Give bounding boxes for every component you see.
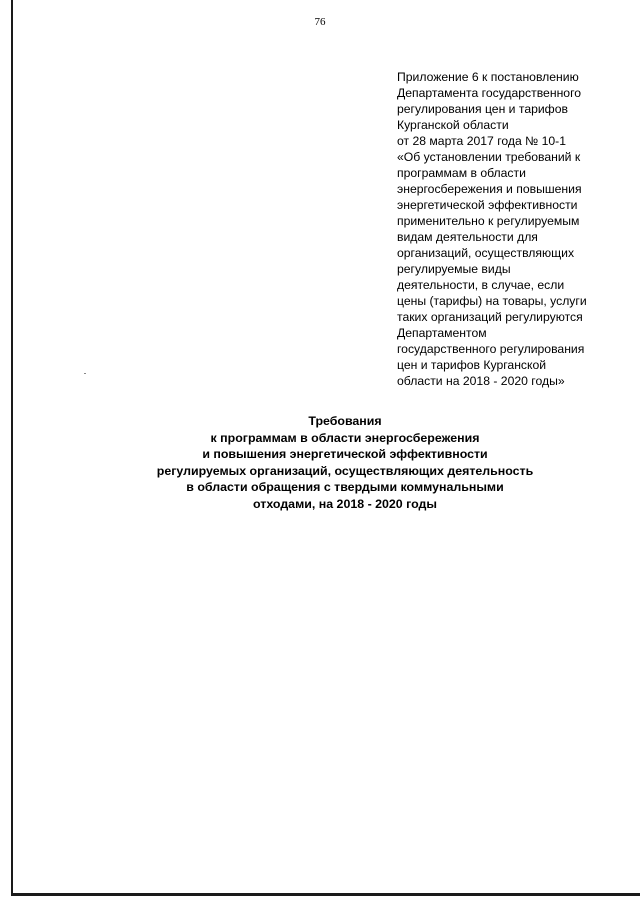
appendix-line: организаций, осуществляющих: [397, 246, 575, 260]
title-line: регулируемых организаций, осуществляющих деятельность: [156, 463, 534, 478]
appendix-line: цен и тарифов Курганской: [397, 358, 547, 372]
appendix-line: Приложение 6 к постановлению: [397, 70, 579, 84]
appendix-line: таких организаций регулируются: [397, 310, 583, 324]
appendix-line: от 28 марта 2017 года № 10-1: [397, 134, 567, 148]
scan-speck: [84, 373, 86, 374]
title-line: Требования: [308, 414, 382, 428]
appendix-line: Департаментом: [397, 326, 487, 340]
title-line: к программам в области энергосбережения: [210, 430, 480, 445]
appendix-line: Департамента государственного: [397, 86, 582, 100]
document-title: [0, 413, 640, 512]
appendix-line: «Об установлении требований к: [397, 150, 581, 164]
appendix-line: государственного регулирования: [397, 342, 585, 356]
appendix-line: регулирования цен и тарифов: [397, 102, 568, 116]
appendix-line: энергетической эффективности: [397, 198, 578, 212]
title-line: в области обращения с твердыми коммунальными: [186, 480, 504, 494]
appendix-line: энергосбережения и повышения: [397, 182, 582, 196]
appendix-line: видам деятельности для: [397, 230, 538, 244]
appendix-line: области на 2018 - 2020 годы»: [397, 374, 565, 388]
appendix-line: программам в области: [397, 166, 526, 180]
appendix-line: цены (тарифы) на товары, услуги: [397, 294, 587, 308]
scan-border-bottom: [11, 893, 640, 896]
appendix-note: [397, 69, 637, 389]
appendix-line: регулируемые виды: [397, 262, 511, 276]
title-line: отходами, на 2018 - 2020 годы: [253, 496, 437, 511]
title-line: и повышения энергетической эффективности: [202, 447, 488, 461]
appendix-line: деятельности, в случае, если: [397, 278, 565, 292]
appendix-line: Курганской области: [397, 118, 509, 132]
page-number: 76: [314, 16, 326, 28]
appendix-line: применительно к регулируемым: [397, 214, 580, 228]
